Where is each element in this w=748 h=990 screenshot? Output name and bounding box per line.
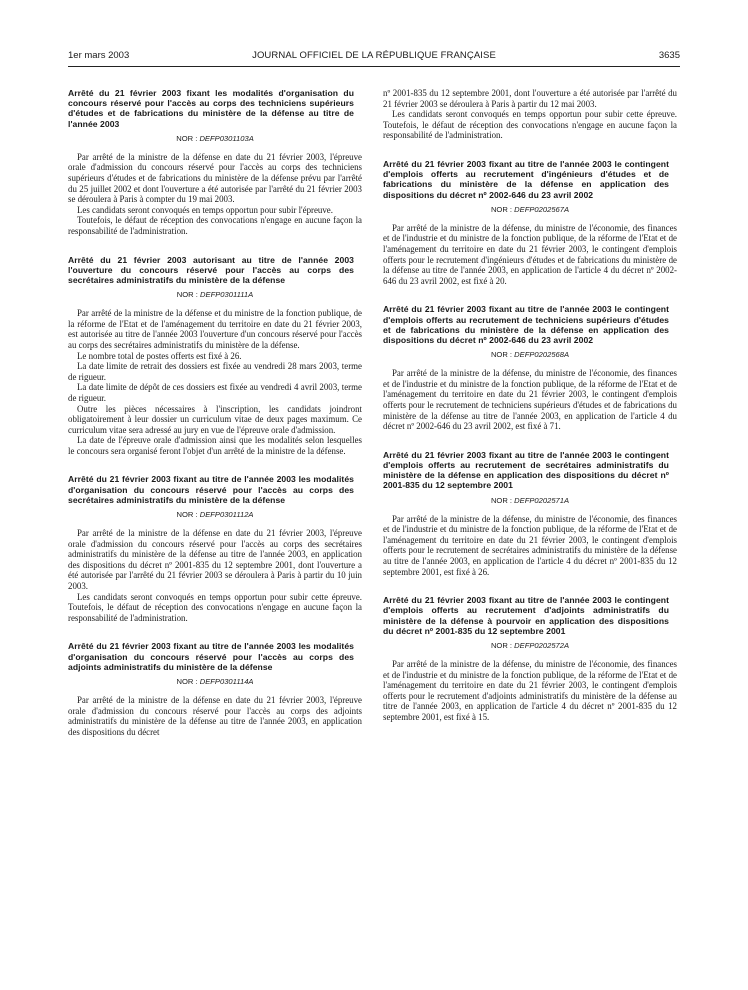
nor-label: NOR :: [490, 640, 513, 650]
nor-reference: [383, 350, 677, 359]
left-column: [68, 88, 362, 755]
nor-code: DEFP0202568A: [514, 350, 570, 360]
article-title: Arrêté du 21 février 2003 fixant au titre de l'année 2003 le contingent d'emplois offerts au recrutement de techniciens supérieurs d'études et de fabrications du ministère de la défense en application des dispositions du décret nº 2002-646 du 23 avril 2002: [383, 304, 669, 345]
article-paragraph: Outre les pièces nécessaires à l'inscription, les candidats joindront obligatoirement à leur dossier un curriculum vitae de deux pages maximum. Ce curriculum vitae sera adressé au jury en vue de l'épreuve orale d'admission.: [68, 403, 362, 435]
nor-code: DEFP0202572A: [514, 640, 570, 650]
nor-code: DEFP0301114A: [199, 677, 254, 687]
article: [383, 159, 677, 286]
article-paragraph: Par arrêté de la ministre de la défense, du ministre de l'économie, des finances et de l'industrie et du ministre de la fonction publique, de la réforme de l'Etat et de l'aménagement du territoire en date du 21 février 2003, le contingent d'emplois offerts pour le recrutement de techniciens supérieurs d'études et de fabrications du ministère de la défense au titre de l'année 2003, en application de l'article 4 du décret nº 2002-646 du 23 avril 2002, est fixé à 71.: [383, 368, 677, 432]
nor-label: NOR :: [176, 133, 198, 143]
article: [383, 595, 677, 722]
article-paragraph: Par arrêté de la ministre de la défense, du ministre de l'économie, des finances et de l'industrie et du ministre de la fonction publique, de la réforme de l'Etat et de l'aménagement du territoire en date du 21 février 2003, le contingent d'emplois offerts pour le recrutement d'ingénieurs d'études et de fabrications du ministère de la défense au titre de l'année 2003, en application de l'article 4 du décret nº 2002-646 du 23 avril 2002, est fixé à 20.: [383, 222, 677, 286]
article-paragraph: Par arrêté de la ministre de la défense et du ministre de la fonction publique, de la réforme de l'Etat et de l'aménagement du territoire en date du 21 février 2003, est autorisée au titre de l'année 2003 l'ouverture d'un concours réservé pour l'accès au corps des secrétaires administratifs du ministère de la défense.: [68, 308, 362, 350]
article-title: Arrêté du 21 février 2003 fixant au titre de l'année 2003 les modalités d'organisation du concours réservé pour l'accès au corps des secrétaires administratifs du ministère de la défense: [68, 474, 354, 505]
article-paragraph: Les candidats seront convoqués en temps opportun pour subir l'épreuve.: [77, 204, 333, 215]
article-paragraph: Le nombre total de postes offerts est fixé à 26.: [77, 350, 242, 361]
nor-reference: [383, 641, 677, 650]
article-paragraph: La date limite de dépôt de ces dossiers est fixée au vendredi 4 avril 2003, terme de rigueur.: [68, 382, 362, 403]
nor-reference: [68, 134, 362, 143]
nor-label: NOR :: [490, 350, 513, 360]
article-paragraph: Par arrêté de la ministre de la défense en date du 21 février 2003, l'épreuve orale d'admission du concours réservé pour l'accès au corps des secrétaires administratifs du ministère de la défense au titre de l'année 2003, en application des dispositions du décret nº 2001-835 du 12 septembre 2001, dont l'ouverture a été autorisée par l'arrêté du 21 février 2003 se déroulera à Paris à partir du 10 juin 2003.: [68, 528, 362, 592]
article-title: Arrêté du 21 février 2003 autorisant au titre de l'année 2003 l'ouverture du concours réservé pour l'accès au corps des secrétaires administratifs du ministère de la défense: [68, 254, 354, 285]
article-paragraph: Par arrêté de la ministre de la défense, du ministre de l'économie, des finances et de l'industrie et du ministre de la fonction publique, de la réforme de l'Etat et de l'aménagement du territoire en date du 21 février 2003, le contingent d'emplois offerts pour le recrutement d'adjoints administratifs du ministère de la défense au titre de l'année 2003, en application de l'article 4 du décret nº 2001-835 du 12 septembre 2001, est fixé à 15.: [383, 658, 677, 722]
article: [383, 304, 677, 431]
nor-code: DEFP0301112A: [199, 510, 254, 520]
article-paragraph: nº 2001-835 du 12 septembre 2001, dont l'ouverture a été autorisée par l'arrêté du 21 février 2003 se déroulera à Paris à partir du 12 mai 2003.: [383, 88, 677, 109]
page-number: 3635: [658, 50, 680, 61]
header-rule: [68, 66, 680, 67]
right-column: [383, 88, 677, 740]
article: [383, 450, 677, 577]
nor-reference: [68, 677, 362, 686]
article-title: Arrêté du 21 février 2003 fixant au titre de l'année 2003 le contingent d'emplois offerts au recrutement d'adjoints administratifs du ministère de la défense à pourvoir en application des dispositions du décret nº 2001-835 du 12 septembre 2001: [383, 595, 669, 636]
article-paragraph: La date de l'épreuve orale d'admission ainsi que les modalités selon lesquelles le concours sera organisé feront l'objet d'un arrêté de la ministre de la défense.: [68, 435, 362, 456]
nor-reference: [68, 290, 362, 299]
nor-code: DEFP0301111A: [200, 290, 254, 300]
nor-label: NOR :: [176, 677, 198, 687]
article-continuation: [383, 88, 677, 141]
article-paragraph: Par arrêté de la ministre de la défense en date du 21 février 2003, l'épreuve orale d'admission du concours réservé pour l'accès au corps des adjoints administratifs du ministère de la défense au titre de l'année 2003, en application des dispositions du décret: [68, 695, 362, 737]
nor-label: NOR :: [176, 290, 198, 300]
nor-reference: [68, 510, 362, 519]
nor-label: NOR :: [490, 495, 513, 505]
running-header: [68, 50, 680, 64]
article: [68, 255, 362, 457]
article: [68, 88, 362, 237]
nor-reference: [383, 205, 677, 214]
article-paragraph: Toutefois, le défaut de réception des convocations n'engage en aucune façon la responsabilité de l'administration.: [68, 215, 362, 236]
article-paragraph: Par arrêté de la ministre de la défense en date du 21 février 2003, l'épreuve orale d'admission du concours réservé pour l'accès au corps des techniciens supérieurs d'études et de fabrications du ministère de la défense prévu par l'arrêté du 25 juillet 2002 et dont l'ouverture a été autorisée par l'arrêté du 21 février 2003 se déroulera à Paris à compter du 19 mai 2003.: [68, 151, 362, 205]
nor-label: NOR :: [176, 510, 198, 520]
nor-code: DEFP0202567A: [514, 204, 570, 214]
article-paragraph: Par arrêté de la ministre de la défense, du ministre de l'économie, des finances et de l'industrie et du ministre de la fonction publique, de la réforme de l'Etat et de l'aménagement du territoire en date du 21 février 2003, le contingent d'emplois offerts pour le recrutement de secrétaires administratifs du ministère de la défense au titre de l'année 2003, en application de l'article 4 du décret nº 2001-835 du 12 septembre 2001, est fixé à 26.: [383, 513, 677, 577]
article-title: Arrêté du 21 février 2003 fixant au titre de l'année 2003 les modalités d'organisation du concours réservé pour l'accès au corps des adjoints administratifs du ministère de la défense: [68, 641, 354, 672]
article-title: Arrêté du 21 février 2003 fixant les modalités d'organisation du concours réservé pour l'accès au corps des techniciens supérieurs d'études et de fabrications du ministère de la défense au titre de l'année 2003: [68, 88, 354, 129]
article-paragraph: Les candidats seront convoqués en temps opportun pour subir cette épreuve. Toutefois, le défaut de réception des convocations n'engage en aucune façon la responsabilité de l'administration.: [383, 109, 677, 141]
nor-code: DEFP0202571A: [514, 495, 570, 505]
nor-label: NOR :: [490, 204, 513, 214]
issue-date: 1er mars 2003: [68, 50, 130, 61]
article: [68, 641, 362, 737]
article-paragraph: La date limite de retrait des dossiers est fixée au vendredi 28 mars 2003, terme de rigueur.: [68, 361, 362, 382]
article-paragraph: Les candidats seront convoqués en temps opportun pour subir cette épreuve. Toutefois, le défaut de réception des convocations n'engage en aucune façon la responsabilité de l'administration.: [68, 591, 362, 623]
article-title: Arrêté du 21 février 2003 fixant au titre de l'année 2003 le contingent d'emplois offerts au recrutement d'ingénieurs d'études et de fabrications du ministère de la défense en application des dispositions du décret nº 2002-646 du 23 avril 2002: [383, 158, 669, 200]
article-title: Arrêté du 21 février 2003 fixant au titre de l'année 2003 le contingent d'emplois offerts au recrutement de secrétaires administratifs du ministère de la défense en application des dispositions du décret nº 2001-835 du 12 septembre 2001: [383, 449, 669, 491]
nor-code: DEFP0301103A: [199, 133, 254, 143]
journal-title: JOURNAL OFFICIEL DE LA RÉPUBLIQUE FRANÇAISE: [252, 50, 496, 61]
nor-reference: [383, 496, 677, 505]
article: [68, 474, 362, 623]
